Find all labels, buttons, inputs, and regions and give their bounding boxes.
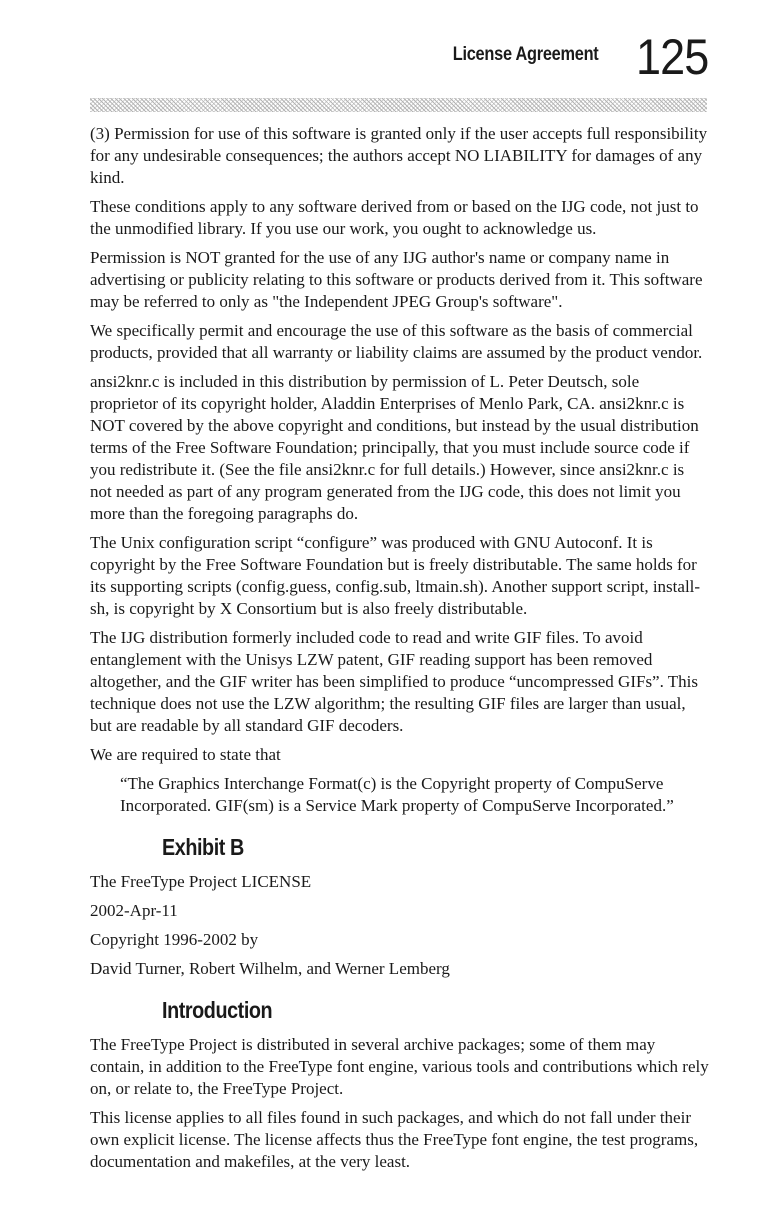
freetype-license-title: The FreeType Project LICENSE	[90, 872, 312, 891]
page-header	[0, 0, 774, 100]
paragraph-gif-support: The IJG distribution formerly included code to read and write GIF files. To avoid entanglement with the Unisys LZW patent, GIF reading support has been removed altogether, and the GIF writer has been simplified to produce “uncompressed GIFs”. This technique does not use the LZW algorithm; the resulting GIF files are larger than usual, but are readable by all standard GIF decoders.	[90, 628, 699, 735]
copyright-line: Copyright 1996-2002 by	[90, 930, 259, 949]
paragraph-freetype-distribution: The FreeType Project is distributed in several archive packages; some of them may contain, in addition to the FreeType font engine, various tools and contributions which rely on, or relate to, the FreeType Project.	[90, 1035, 709, 1098]
paragraph-commercial-use: We specifically permit and encourage the use of this software as the basis of commercial products, provided that all warranty or liability claims are assumed by the product vendor.	[90, 321, 703, 362]
page-body	[90, 123, 710, 1180]
paragraph-unix-configure: The Unix configuration script “configure” was produced with GNU Autoconf. It is copyright by the Free Software Foundation but is freely distributable. The same holds for its supporting scripts (config.guess, config.sub, ltmain.sh). Another support script, install-sh, is copyright by X Consortium but is also freely distributable.	[90, 533, 701, 618]
introduction-heading: Introduction	[162, 997, 273, 1023]
compuserve-quote: “The Graphics Interchange Format(c) is the Copyright property of CompuServe Incorporated. GIF(sm) is a Service Mark property of CompuServe Incorporated.”	[120, 774, 674, 815]
paragraph-permission-name: Permission is NOT granted for the use of any IJG author's name or company name in advertising or publicity relating to this software or products derived from it. This software may be referred to only as "the Independent JPEG Group's software".	[90, 248, 703, 311]
paragraph-license-applies: This license applies to all files found in such packages, and which do not fall under their own explicit license. The license affects thus the FreeType font engine, the test programs, documentation and makefiles, at the very least.	[90, 1108, 699, 1171]
page-number: 125	[635, 29, 708, 85]
exhibit-b-heading: Exhibit B	[162, 834, 244, 860]
header-rule	[90, 98, 707, 112]
paragraph-conditions-apply: These conditions apply to any software derived from or based on the IJG code, not just to the unmodified library. If you use our work, you ought to acknowledge us.	[90, 197, 699, 238]
paragraph-ansi2knr: ansi2knr.c is included in this distribution by permission of L. Peter Deutsch, sole proprietor of its copyright holder, Aladdin Enterprises of Menlo Park, CA. ansi2knr.c is NOT covered by the above copyright and conditions, but instead by the usual distribution terms of the Free Software Foundation; principally, that you must include source code if you redistribute it. (See the file ansi2knr.c for full details.) However, since ansi2knr.c is not needed as part of any program generated from the IJG code, this does not limit you more than the foregoing paragraphs do.	[90, 372, 699, 523]
paragraph-required-statement: We are required to state that	[90, 745, 281, 764]
authors-line: David Turner, Robert Wilhelm, and Werner Lemberg	[90, 959, 450, 978]
running-title: License Agreement	[452, 44, 598, 65]
license-date: 2002-Apr-11	[90, 901, 178, 920]
paragraph-permission-responsibility: (3) Permission for use of this software is granted only if the user accepts full responsibility for any undesirable consequences; the authors accept NO LIABILITY for damages of any kind.	[90, 124, 708, 187]
